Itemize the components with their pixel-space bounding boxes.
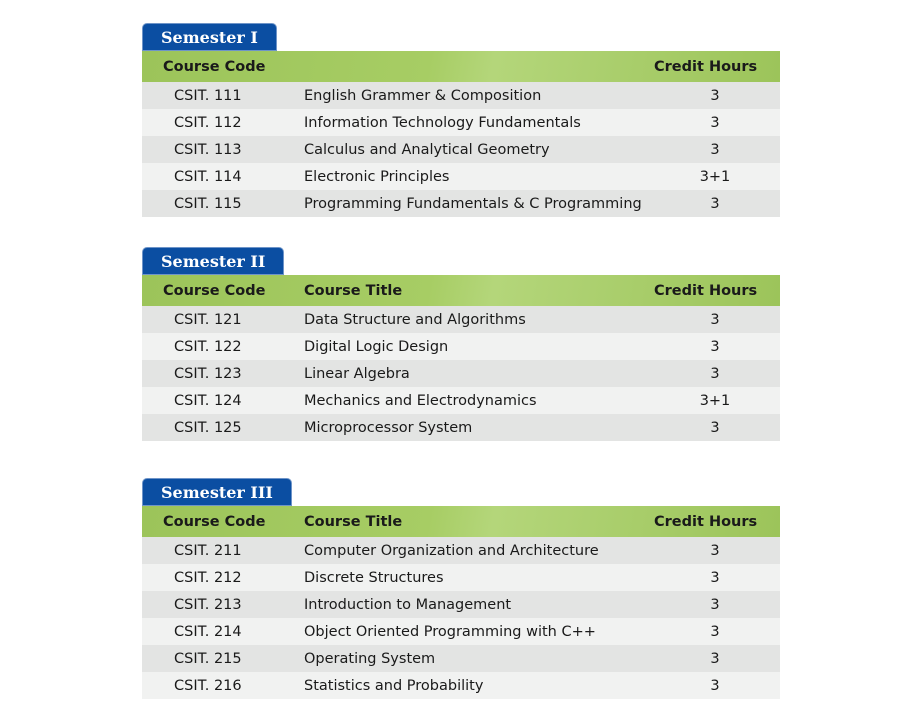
course-code: CSIT. 114 xyxy=(174,168,242,185)
course-title: Mechanics and Electrodynamics xyxy=(304,392,537,409)
course-code: CSIT. 125 xyxy=(174,419,242,436)
course-code: CSIT. 124 xyxy=(174,392,242,409)
credit-hours: 3 xyxy=(710,114,720,131)
course-code: CSIT. 215 xyxy=(174,650,242,667)
table-row xyxy=(142,645,780,672)
table-row xyxy=(142,136,780,163)
course-code: CSIT. 214 xyxy=(174,623,242,640)
credit-hours: 3 xyxy=(710,569,720,586)
course-title: Electronic Principles xyxy=(304,168,450,185)
table-row xyxy=(142,414,780,441)
header-course-title: Course Title xyxy=(304,513,403,530)
course-code: CSIT. 123 xyxy=(174,365,242,382)
course-table xyxy=(142,506,780,699)
credit-hours: 3 xyxy=(710,677,720,694)
course-title: Statistics and Probability xyxy=(304,677,484,694)
table-body xyxy=(142,537,780,699)
credit-hours: 3 xyxy=(710,338,720,355)
credit-hours: 3 xyxy=(710,542,720,559)
table-header xyxy=(142,51,780,82)
course-title: Microprocessor System xyxy=(304,419,473,436)
credit-hours: 3 xyxy=(710,87,720,104)
table-body xyxy=(142,306,780,441)
credit-hours: 3 xyxy=(710,650,720,667)
course-code: CSIT. 121 xyxy=(174,311,242,328)
course-title: Information Technology Fundamentals xyxy=(304,114,581,131)
credit-hours: 3 xyxy=(710,596,720,613)
credit-hours: 3 xyxy=(710,195,720,212)
course-code: CSIT. 115 xyxy=(174,195,242,212)
credit-hours: 3 xyxy=(710,623,720,640)
course-code: CSIT. 211 xyxy=(174,542,242,559)
semester-tab: Semester III xyxy=(142,478,292,506)
table-row xyxy=(142,672,780,699)
course-code: CSIT. 122 xyxy=(174,338,242,355)
table-row xyxy=(142,387,780,414)
table-body xyxy=(142,82,780,217)
course-title: Discrete Structures xyxy=(304,569,444,586)
course-code: CSIT. 216 xyxy=(174,677,242,694)
table-row xyxy=(142,82,780,109)
header-credit-hours: Credit Hours xyxy=(654,58,758,75)
course-code: CSIT. 213 xyxy=(174,596,242,613)
course-code: CSIT. 212 xyxy=(174,569,242,586)
course-title: Data Structure and Algorithms xyxy=(304,311,526,328)
credit-hours: 3 xyxy=(710,141,720,158)
course-title: Digital Logic Design xyxy=(304,338,449,355)
course-title: Operating System xyxy=(304,650,436,667)
table-row xyxy=(142,333,780,360)
credit-hours: 3 xyxy=(710,419,720,436)
credit-hours: 3+1 xyxy=(699,168,731,185)
header-course-title: Course Title xyxy=(304,282,403,299)
course-title: Calculus and Analytical Geometry xyxy=(304,141,550,158)
course-code: CSIT. 112 xyxy=(174,114,242,131)
header-course-code: Course Code xyxy=(163,282,266,299)
header-credit-hours: Credit Hours xyxy=(654,282,758,299)
credit-hours: 3 xyxy=(710,311,720,328)
credit-hours: 3+1 xyxy=(699,392,731,409)
table-row xyxy=(142,163,780,190)
credit-hours: 3 xyxy=(710,365,720,382)
course-title: English Grammer & Composition xyxy=(304,87,542,104)
header-course-code: Course Code xyxy=(163,58,266,75)
table-header xyxy=(142,275,780,306)
header-credit-hours: Credit Hours xyxy=(654,513,758,530)
table-row xyxy=(142,190,780,217)
table-row xyxy=(142,537,780,564)
table-row xyxy=(142,360,780,387)
table-row xyxy=(142,591,780,618)
course-code: CSIT. 111 xyxy=(174,87,242,104)
course-title: Linear Algebra xyxy=(304,365,410,382)
table-row xyxy=(142,618,780,645)
course-title: Programming Fundamentals & C Programming xyxy=(304,195,642,212)
course-title: Object Oriented Programming with C++ xyxy=(304,623,596,640)
table-row xyxy=(142,109,780,136)
header-course-code: Course Code xyxy=(163,513,266,530)
semester-tab: Semester II xyxy=(142,247,284,275)
table-row xyxy=(142,564,780,591)
table-row xyxy=(142,306,780,333)
course-title: Introduction to Management xyxy=(304,596,512,613)
course-code: CSIT. 113 xyxy=(174,141,242,158)
semester-tab: Semester I xyxy=(142,23,277,51)
course-table xyxy=(142,51,780,217)
course-title: Computer Organization and Architecture xyxy=(304,542,599,559)
course-table xyxy=(142,275,780,441)
table-header xyxy=(142,506,780,537)
